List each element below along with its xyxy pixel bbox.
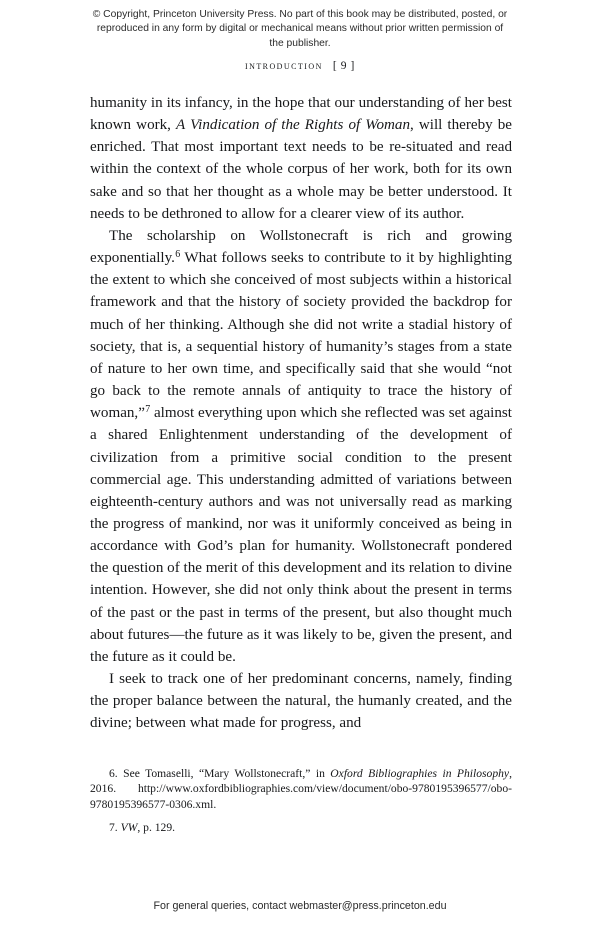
footer-contact-line: For general queries, contact webmaster@press.princeton.edu <box>153 900 447 912</box>
footnote-6-number: 6. <box>109 767 118 780</box>
footnote-block <box>90 766 512 835</box>
paragraph-continuation <box>90 92 512 225</box>
paragraph-1-segment-1: humanity in its infancy, in the hope that our understanding of her best known work, <box>90 95 512 134</box>
running-head-title: introduction <box>244 60 323 72</box>
footnote-7-segment-1: , p. 129. <box>137 820 176 834</box>
footnote-7-abbrev: VW <box>120 820 138 834</box>
footnote-6-segment-2: , 2016. http://www.oxfordbibliographies.com/view/document/obo-9780195396577/obo-9780195396577-0306.xml. <box>90 767 512 811</box>
footnote-6-segment-1: See Tomaselli, “Mary Wollstonecraft,” in <box>117 767 331 780</box>
footnote-7-number: 7. <box>109 820 118 834</box>
footnote-6-source-title: Oxford Bibliographies in Philosophy <box>330 767 510 780</box>
body-text <box>90 92 512 735</box>
footnote-6 <box>90 766 512 812</box>
paragraph-2-segment-2: What follows seeks to contribute to it by highlighting the extent to which she conceived of most subjects within a historical framework and that the history of society provided the backdrop for much of her thinking. Although she did not write a stadial history of society, that is, a sequential history of humanity’s stages from a state of nature to her own time, and specifically said that she would “not go back to the remote annals of antiquity to trace the history of woman,” <box>90 250 512 422</box>
footnote-reference-7[interactable]: 7 <box>145 404 151 416</box>
page-number: [ 9 ] <box>332 60 355 72</box>
footnote-reference-6[interactable]: 6 <box>175 248 181 260</box>
running-head <box>0 60 600 72</box>
paragraph-scholarship <box>90 225 512 668</box>
copyright-notice: © Copyright, Princeton University Press. No part of this book may be distributed, posted, or reproduced in any form by digital or mechanical means without prior written permission of the publisher. <box>92 9 508 49</box>
paragraph-2-segment-3: almost everything upon which she reflected was set against a shared Enlightenment understanding of the development of civilization from a primitive social condition to the present commercial age. This understanding admitted of variations between eighteenth-century authors and was not universally read as marking the progress of mankind, nor was it uniformly conceived as being in accordance with God’s plan for humanity. Wollstonecraft pondered the question of the merit of this development and its relation to divine intention. However, she did not only think about the present in terms of the past or the past in terms of the present, but also thought much about futures—the future as it was likely to be, given the present, and the future as it could be. <box>90 405 512 665</box>
book-title-vindication: A Vindication of the Rights of Woman <box>176 117 410 134</box>
paragraph-1-segment-2: , will thereby be enriched. That most important text needs to be re-situated and read within the context of the whole corpus of her work, both for its own sake and so that her thought as a whole may be better understood. It needs to be dethroned to allow for a clearer view of its author. <box>90 117 512 222</box>
footnote-7 <box>90 820 512 835</box>
paragraph-2-segment-1: The scholarship on Wollstonecraft is rich and growing exponentially. <box>90 227 512 267</box>
paragraph-predominant-concerns: I seek to track one of her predominant concerns, namely, finding the proper balance between the natural, the humanly created, and the divine; between what made for progress, and <box>90 671 512 732</box>
